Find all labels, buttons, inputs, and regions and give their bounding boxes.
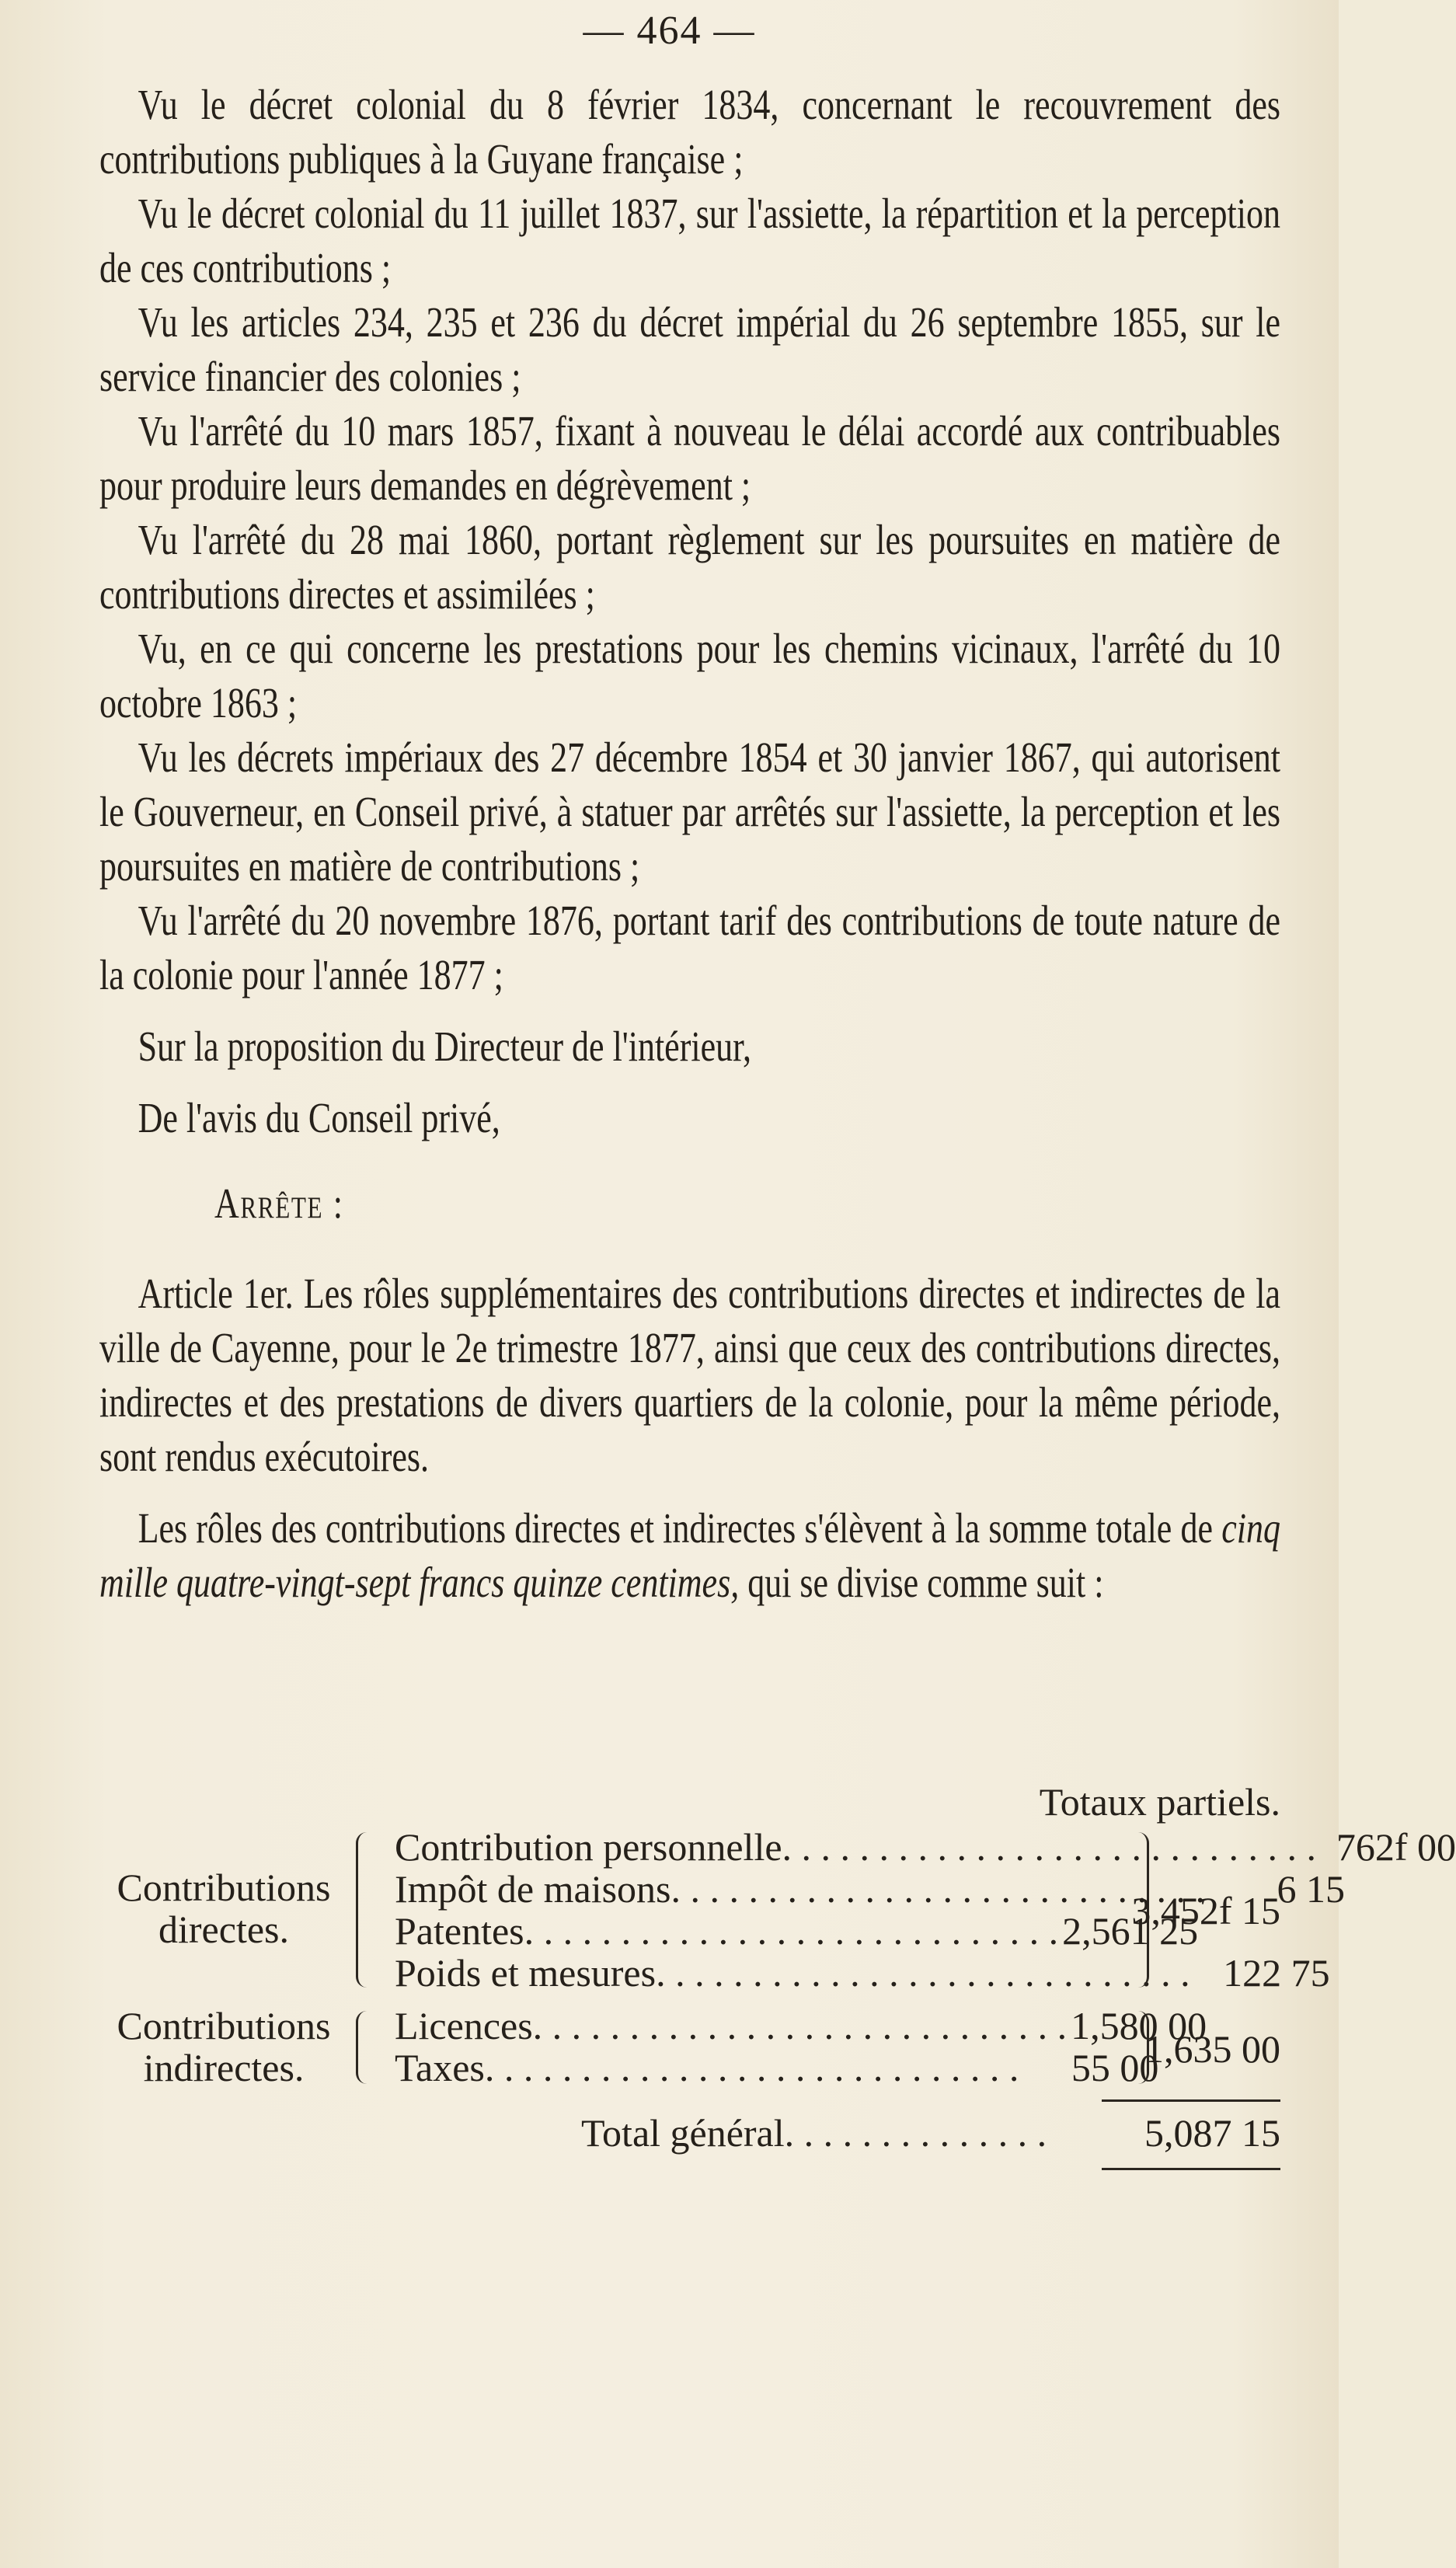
row-item: Impôt de maisons [395, 1867, 671, 1911]
arrete-heading: Arrête : [214, 1179, 344, 1227]
row-amount: 122 75 [1223, 1951, 1330, 1995]
paragraph: Vu le décret colonial du 11 juillet 1837, sur l'assiette, la répartition et la perception de ces contributions ; [99, 190, 1281, 291]
group-directes [99, 1825, 1456, 1995]
group-label [99, 1866, 348, 1950]
row-amount: 762f 00 [1336, 1825, 1456, 1869]
group-indirectes [99, 2005, 1280, 2090]
avis-line: De l'avis du Conseil privé, [138, 1094, 500, 1141]
roles-amount-words: cinq mille quatre-vingt-sept francs quinze centimes, [99, 1504, 1280, 1606]
left-brace [356, 2011, 372, 2084]
row-item: Contribution personnelle [395, 1825, 782, 1869]
group-label [99, 2005, 348, 2089]
row-amount: 2,561 25 [1062, 1909, 1199, 1953]
total-underline [1102, 2168, 1280, 2170]
row-item: Licences [395, 2004, 533, 2047]
row-item: Patentes [395, 1909, 524, 1953]
leader-dots: . . . . . . . . . . . . . . . . . . . . . . . . . . . . [782, 1825, 1317, 1869]
group-label-line: indirectes. [143, 2046, 305, 2089]
row-amount: 1,580 00 [1071, 2004, 1207, 2047]
paragraph: Vu les décrets impériaux des 27 décembre 1854 et 30 janvier 1867, qui autorisent le Gouverneur, en Conseil privé, à statuer par arrêtés sur l'assiette, la perception et les poursuites en matière de contributions ; [99, 733, 1281, 890]
proposition-line: Sur la proposition du Directeur de l'intérieur, [138, 1023, 752, 1070]
contributions-table [99, 1779, 1456, 2214]
leader-dots: . . . . . . . . . . . . . . [784, 2111, 1047, 2155]
page-number-header: — 464 — [583, 9, 756, 53]
paragraph: Vu l'arrêté du 28 mai 1860, portant règlement sur les poursuites en matière de contributions directes et assimilées ; [99, 516, 1281, 618]
paragraph: Vu le décret colonial du 8 février 1834, concernant le recouvrement des contributions publiques à la Guyane française ; [99, 81, 1281, 183]
group-label-line: Contributions [117, 2004, 331, 2047]
left-brace [356, 1832, 372, 1988]
subtotal: 1,635 00 [1144, 2027, 1280, 2071]
subtotal: 3,452f 15 [1131, 1889, 1280, 1932]
leader-dots: . . . . . . . . . . . . . . . . . . . . . . . . . . . . [671, 1867, 1206, 1911]
body-text [99, 78, 1280, 1610]
total-label: Total général [581, 2111, 785, 2155]
table-row [395, 1909, 1199, 1953]
paragraph: Vu les articles 234, 235 et 236 du décret impérial du 26 septembre 1855, sur le service financier des colonies ; [99, 298, 1281, 400]
paragraph: Vu l'arrêté du 20 novembre 1876, portant tarif des contributions de toute nature de la colonie pour l'année 1877 ; [99, 897, 1281, 998]
total-value: 5,087 15 [1144, 2111, 1280, 2155]
table-row [395, 2046, 1159, 2089]
roles-paragraph [99, 1501, 1280, 1610]
leader-dots: . . . . . . . . . . . . . . . . . . . . . . . . . . . . [532, 2004, 1068, 2047]
totaux-partiels-header: Totaux partiels. [1039, 1780, 1280, 1824]
group-label-line: directes. [158, 1908, 289, 1951]
leader-dots: . . . . . . . . . . . . . . . . . . . . . . . . . . . . [656, 1951, 1190, 1995]
row-amount: 6 15 [1277, 1867, 1346, 1911]
roles-intro: Les rôles des contributions directes et indirectes s'élèvent à la somme totale de [138, 1504, 1214, 1552]
table-row [395, 2004, 1207, 2047]
paragraph: Vu l'arrêté du 10 mars 1857, fixant à nouveau le délai accordé aux contribuables pour produire leurs demandes en dégrèvement ; [99, 407, 1281, 509]
total-row [581, 2110, 1280, 2155]
total-rule [1102, 2099, 1280, 2102]
article-1: Article 1er. Les rôles supplémentaires des contributions directes et indirectes de la ville de Cayenne, pour le 2e trimestre 1877, ainsi que ceux des contributions directes, indirectes et des prestations de divers quartiers de la colonie, pour la même période, sont rendus exécutoires. [99, 1270, 1281, 1480]
row-item: Taxes [395, 2046, 485, 2089]
row-item: Poids et mesures [395, 1951, 657, 1995]
paragraph: Vu, en ce qui concerne les prestations pour les chemins vicinaux, l'arrêté du 10 octobre 1863 ; [99, 625, 1281, 726]
table-row [395, 1825, 1456, 1869]
roles-tail: qui se divise comme suit : [747, 1559, 1104, 1606]
group-label-line: Contributions [117, 1866, 331, 1909]
leader-dots: . . . . . . . . . . . . . . . . . . . . . . . . . . . . [484, 2046, 1019, 2089]
group-rows [395, 2004, 1207, 2089]
row-amount: 55 00 [1071, 2046, 1159, 2089]
table-row [395, 1951, 1330, 1995]
leader-dots: . . . . . . . . . . . . . . . . . . . . . . . . . . . . [524, 1909, 1059, 1953]
